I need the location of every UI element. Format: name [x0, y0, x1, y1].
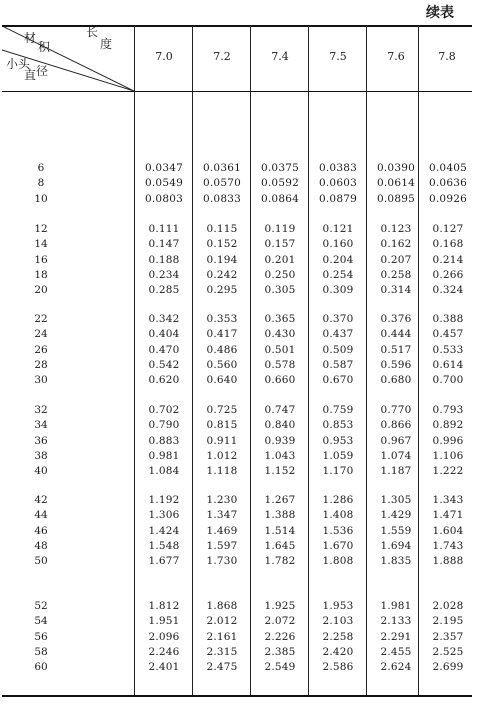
- table-cell: 2.525: [432, 645, 464, 658]
- table-cell: 0.444: [380, 328, 412, 341]
- row-diameter-label: 36: [34, 434, 48, 447]
- table-cell: 1.408: [322, 509, 354, 522]
- column-header: 7.0: [155, 50, 173, 63]
- table-cell: 1.812: [148, 600, 180, 612]
- table-cell: 2.096: [148, 630, 180, 643]
- row-diameter-label: 10: [34, 192, 48, 205]
- table-cell: 2.226: [264, 630, 296, 643]
- table-cell: 1.152: [264, 465, 296, 478]
- table-cell: 1.347: [206, 509, 238, 522]
- table-cell: 0.437: [322, 328, 354, 341]
- table-cell: 2.455: [380, 645, 412, 658]
- table-cell: 1.388: [264, 509, 296, 522]
- table-cell: 1.670: [322, 539, 354, 552]
- table-cell: 0.250: [264, 268, 296, 281]
- table-cell: 0.0390: [377, 162, 415, 174]
- table-cell: 0.388: [432, 313, 464, 325]
- column-header: 7.8: [438, 50, 456, 63]
- table-cell: 1.677: [148, 555, 180, 568]
- column-header: 7.6: [387, 50, 405, 63]
- table-cell: 0.0879: [319, 192, 357, 205]
- table-cell: 0.376: [380, 313, 412, 325]
- table-cell: 0.747: [264, 404, 296, 416]
- table-cell: 0.967: [380, 434, 412, 447]
- table-cell: 0.157: [264, 238, 296, 251]
- row-diameter-label: 38: [34, 449, 48, 462]
- table-cell: 0.0603: [319, 177, 357, 190]
- table-cell: 0.324: [432, 284, 464, 297]
- table-cell: 0.0614: [377, 177, 415, 190]
- table-cell: 0.578: [264, 358, 296, 371]
- table-cell: 0.204: [322, 253, 354, 266]
- table-cell: 1.835: [380, 555, 412, 568]
- table-cell: 0.201: [264, 253, 296, 266]
- table-cell: 1.604: [432, 524, 464, 537]
- table-cell: 0.0347: [145, 162, 183, 174]
- table-cell: 0.501: [264, 343, 296, 356]
- header-volume-char-1: 材: [24, 31, 37, 45]
- table-cell: 0.430: [264, 328, 296, 341]
- header-bottom-rule: [2, 91, 472, 92]
- table-cell: 0.680: [380, 374, 412, 387]
- table-cell: 2.385: [264, 645, 296, 658]
- table-cell: 1.429: [380, 509, 412, 522]
- row-diameter-label: 58: [34, 645, 48, 658]
- header-volume-char-2: 积: [38, 40, 51, 54]
- table-cell: 0.793: [432, 404, 464, 416]
- table-cell: 1.514: [264, 524, 296, 537]
- table-cell: 0.123: [380, 223, 412, 235]
- table-cell: 1.305: [380, 494, 412, 506]
- table-cell: 0.305: [264, 284, 296, 297]
- table-cell: 1.170: [322, 465, 354, 478]
- table-cell: 0.111: [148, 223, 180, 235]
- table-cell: 1.043: [264, 449, 296, 462]
- row-diameter-label: 42: [34, 494, 48, 506]
- header-diameter-char-1: 小头: [6, 57, 31, 71]
- table-cell: 0.620: [148, 374, 180, 387]
- table-cell: 0.188: [148, 253, 180, 266]
- table-cell: 0.370: [322, 313, 354, 325]
- table-cell: 1.118: [206, 465, 238, 478]
- table-cell: 0.640: [206, 374, 238, 387]
- table-cell: 1.808: [322, 555, 354, 568]
- table-cell: 1.267: [264, 494, 296, 506]
- row-diameter-label: 40: [34, 465, 48, 478]
- table-cell: 1.471: [432, 509, 464, 522]
- table-cell: 2.291: [380, 630, 412, 643]
- table-cell: 0.152: [206, 238, 238, 251]
- table-cell: 0.0375: [261, 162, 299, 174]
- table-cell: 2.357: [432, 630, 464, 643]
- header-length-char-2: 度: [100, 37, 113, 51]
- table-cell: 1.074: [380, 449, 412, 462]
- table-cell: 2.012: [206, 615, 238, 628]
- row-diameter-label: 50: [34, 555, 48, 568]
- table-cell: 1.469: [206, 524, 238, 537]
- row-diameter-label: 54: [34, 615, 48, 628]
- corner-header: [2, 26, 134, 91]
- table-cell: 0.560: [206, 358, 238, 371]
- table-cell: 0.911: [206, 434, 238, 447]
- table-cell: 0.533: [432, 343, 464, 356]
- table-cell: 1.981: [380, 600, 412, 612]
- table-cell: 0.542: [148, 358, 180, 371]
- table-cell: 0.119: [264, 223, 296, 235]
- row-diameter-label: 16: [34, 253, 48, 266]
- table-cell: 0.596: [380, 358, 412, 371]
- table-cell: 2.072: [264, 615, 296, 628]
- header-length-char-1: 长: [86, 25, 99, 39]
- header-diameter-char-2: 直: [24, 68, 37, 82]
- table-cell: 1.868: [206, 600, 238, 612]
- row-diameter-label: 48: [34, 539, 48, 552]
- table-cell: 0.587: [322, 358, 354, 371]
- table-cell: 2.420: [322, 645, 354, 658]
- table-cell: 2.549: [264, 661, 296, 674]
- table-cell: 2.161: [206, 630, 238, 643]
- column-header: 7.4: [271, 50, 289, 63]
- table-cell: 0.996: [432, 434, 464, 447]
- table-cell: 2.103: [322, 615, 354, 628]
- table-cell: 1.059: [322, 449, 354, 462]
- table-cell: 0.0361: [203, 162, 241, 174]
- table-cell: 1.548: [148, 539, 180, 552]
- table-cell: 0.840: [264, 419, 296, 432]
- continued-label: 续表: [426, 5, 454, 21]
- table-cell: 0.670: [322, 374, 354, 387]
- table-cell: 0.258: [380, 268, 412, 281]
- table-cell: 0.309: [322, 284, 354, 297]
- table-cell: 1.286: [322, 494, 354, 506]
- row-diameter-label: 20: [34, 284, 48, 297]
- table-cell: 1.559: [380, 524, 412, 537]
- row-diameter-label: 60: [34, 661, 48, 674]
- row-diameter-label: 56: [34, 630, 48, 643]
- table-cell: 0.0636: [429, 177, 467, 190]
- table-cell: 0.815: [206, 419, 238, 432]
- table-cell: 0.353: [206, 313, 238, 325]
- row-diameter-label: 22: [34, 313, 48, 325]
- table-cell: 0.883: [148, 434, 180, 447]
- table-cell: 0.160: [322, 238, 354, 251]
- table-cell: 1.230: [206, 494, 238, 506]
- table-cell: 0.285: [148, 284, 180, 297]
- table-cell: 0.147: [148, 238, 180, 251]
- table-cell: 0.127: [432, 223, 464, 235]
- table-cell: 0.770: [380, 404, 412, 416]
- table-cell: 1.730: [206, 555, 238, 568]
- row-diameter-label: 12: [34, 223, 48, 235]
- table-cell: 2.624: [380, 661, 412, 674]
- row-diameter-label: 52: [34, 600, 48, 612]
- table-cell: 2.401: [148, 661, 180, 674]
- table-cell: 1.012: [206, 449, 238, 462]
- row-diameter-label: 14: [34, 238, 48, 251]
- table-cell: 0.892: [432, 419, 464, 432]
- table-cell: 2.195: [432, 615, 464, 628]
- table-cell: 0.0833: [203, 192, 241, 205]
- row-diameter-label: 24: [34, 328, 48, 341]
- table-cell: 0.0570: [203, 177, 241, 190]
- row-diameter-label: 18: [34, 268, 48, 281]
- table-cell: 1.187: [380, 465, 412, 478]
- table-cell: 0.404: [148, 328, 180, 341]
- table-cell: 0.342: [148, 313, 180, 325]
- row-diameter-label: 26: [34, 343, 48, 356]
- row-diameter-label: 30: [34, 374, 48, 387]
- table-cell: 0.457: [432, 328, 464, 341]
- table-cell: 0.660: [264, 374, 296, 387]
- table-cell: 0.866: [380, 419, 412, 432]
- table-cell: 2.028: [432, 600, 464, 612]
- table-cell: 0.939: [264, 434, 296, 447]
- table-cell: 0.207: [380, 253, 412, 266]
- table-cell: 1.192: [148, 494, 180, 506]
- table-cell: 0.115: [206, 223, 238, 235]
- table-cell: 0.725: [206, 404, 238, 416]
- table-cell: 0.0895: [377, 192, 415, 205]
- column-header: 7.5: [329, 50, 347, 63]
- table-cell: 0.0405: [429, 162, 467, 174]
- table-cell: 1.597: [206, 539, 238, 552]
- table-cell: 0.953: [322, 434, 354, 447]
- table-cell: 0.486: [206, 343, 238, 356]
- table-cell: 0.194: [206, 253, 238, 266]
- table-cell: 0.168: [432, 238, 464, 251]
- table-cell: 2.246: [148, 645, 180, 658]
- table-cell: 0.365: [264, 313, 296, 325]
- table-cell: 1.743: [432, 539, 464, 552]
- table-cell: 0.981: [148, 449, 180, 462]
- table-cell: 0.295: [206, 284, 238, 297]
- table-cell: 2.315: [206, 645, 238, 658]
- table-cell: 0.242: [206, 268, 238, 281]
- row-diameter-label: 44: [34, 509, 48, 522]
- table-cell: 2.133: [380, 615, 412, 628]
- header-diameter-char-3: 径: [36, 64, 49, 78]
- table-cell: 0.759: [322, 404, 354, 416]
- table-cell: 0.266: [432, 268, 464, 281]
- row-diameter-label: 8: [37, 177, 45, 190]
- table-cell: 1.424: [148, 524, 180, 537]
- table-cell: 0.162: [380, 238, 412, 251]
- table-cell: 2.699: [432, 661, 464, 674]
- table-cell: 0.702: [148, 404, 180, 416]
- table-cell: 2.258: [322, 630, 354, 643]
- table-cell: 0.517: [380, 343, 412, 356]
- table-cell: 0.0926: [429, 192, 467, 205]
- row-diameter-label: 46: [34, 524, 48, 537]
- table-cell: 0.700: [432, 374, 464, 387]
- table-cell: 0.0803: [145, 192, 183, 205]
- table-cell: 0.254: [322, 268, 354, 281]
- row-diameter-label: 32: [34, 404, 48, 416]
- table-cell: 0.470: [148, 343, 180, 356]
- table-cell: 1.222: [432, 465, 464, 478]
- table-cell: 0.214: [432, 253, 464, 266]
- table-cell: 1.694: [380, 539, 412, 552]
- table-cell: 1.782: [264, 555, 296, 568]
- table-cell: 0.614: [432, 358, 464, 371]
- table-cell: 2.586: [322, 661, 354, 674]
- table-cell: 0.417: [206, 328, 238, 341]
- table-cell: 0.0864: [261, 192, 299, 205]
- table-cell: 1.106: [432, 449, 464, 462]
- table-cell: 0.509: [322, 343, 354, 356]
- table-cell: 1.951: [148, 615, 180, 628]
- column-header: 7.2: [213, 50, 231, 63]
- table-cell: 0.790: [148, 419, 180, 432]
- table-cell: 1.343: [432, 494, 464, 506]
- table-cell: 0.121: [322, 223, 354, 235]
- row-diameter-label: 34: [34, 419, 48, 432]
- table-bottom-rule: [2, 695, 472, 697]
- table-cell: 0.853: [322, 419, 354, 432]
- row-diameter-label: 28: [34, 358, 48, 371]
- table-cell: 1.536: [322, 524, 354, 537]
- table-cell: 1.306: [148, 509, 180, 522]
- row-diameter-label: 6: [37, 162, 45, 174]
- table-cell: 0.0383: [319, 162, 357, 174]
- table-cell: 1.888: [432, 555, 464, 568]
- table-cell: 1.084: [148, 465, 180, 478]
- table-cell: 0.0549: [145, 177, 183, 190]
- table-cell: 0.314: [380, 284, 412, 297]
- table-cell: 0.234: [148, 268, 180, 281]
- table-cell: 1.925: [264, 600, 296, 612]
- table-cell: 0.0592: [261, 177, 299, 190]
- table-cell: 1.645: [264, 539, 296, 552]
- table-cell: 2.475: [206, 661, 238, 674]
- table-cell: 1.953: [322, 600, 354, 612]
